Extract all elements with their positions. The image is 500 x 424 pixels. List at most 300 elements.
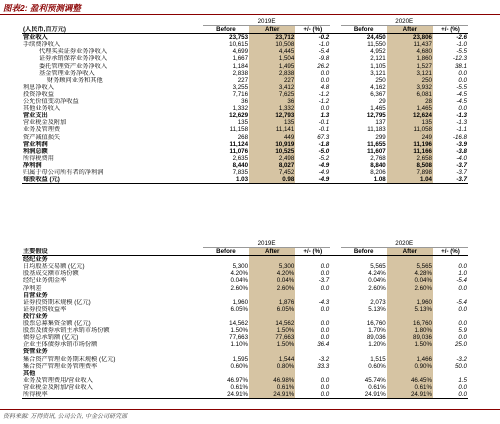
value-2020-after: 5,565 bbox=[387, 263, 433, 270]
change-2020-pct: 0.0 bbox=[458, 263, 467, 271]
column-gap bbox=[330, 256, 340, 264]
table-row bbox=[22, 391, 468, 399]
row-label: 营业税金及附加 bbox=[23, 119, 67, 127]
table-row bbox=[22, 270, 468, 277]
row-label: 财务顾问业务和其他 bbox=[47, 76, 103, 84]
value-2020-before bbox=[341, 256, 387, 264]
footer-rule bbox=[0, 409, 500, 410]
change-2020-pct: -5.5 bbox=[456, 83, 467, 91]
value-2020-before: 1,515 bbox=[370, 355, 386, 363]
value-2019-after: 10,508 bbox=[249, 41, 295, 48]
change-2019-pct: 36.4 bbox=[317, 341, 330, 349]
row-label: 委托管理资产业务净收入 bbox=[39, 62, 108, 70]
column-gap bbox=[330, 270, 340, 277]
value-2020-before: 11,607 bbox=[367, 147, 386, 155]
change-2019-pct: 0.0 bbox=[320, 270, 330, 278]
value-2020-before: 137 bbox=[375, 119, 386, 127]
value-2019-after: 1,544 bbox=[249, 356, 295, 363]
value-2020-before: 6,367 bbox=[370, 90, 386, 98]
value-2019-before: 1.50% bbox=[230, 327, 249, 335]
value-2020-after bbox=[387, 370, 433, 377]
row-label: 债券总承销额 (亿元) bbox=[23, 334, 79, 342]
change-2019-pct: -4.9 bbox=[295, 176, 330, 184]
change-2020-pct: 0.0 bbox=[458, 105, 467, 113]
value-2020-before: 89,036 bbox=[366, 334, 386, 342]
change-2019-pct: -3.7 bbox=[318, 277, 330, 285]
value-2019-after: 2,498 bbox=[249, 155, 295, 162]
value-2019-before: 1,184 bbox=[232, 62, 249, 70]
change-2019-pct: -1.2 bbox=[318, 90, 330, 98]
row-label: 所得税费用 bbox=[23, 154, 54, 162]
value-2019-before: 7,835 bbox=[232, 168, 249, 176]
change-2019-pct: -5.0 bbox=[318, 147, 330, 155]
column-gap bbox=[330, 77, 340, 84]
value-2020-before: 1.08 bbox=[341, 176, 387, 184]
value-2019-before: 77,663 bbox=[229, 334, 249, 342]
value-2020-after: 11,437 bbox=[387, 41, 433, 48]
value-2019-after bbox=[249, 313, 295, 320]
value-2019-after: 0.04% bbox=[249, 277, 295, 284]
earnings-forecast-table bbox=[22, 18, 468, 184]
year-2019e: 2019E bbox=[203, 18, 330, 26]
change-2020-pct: -3.7 bbox=[433, 176, 468, 184]
col-before: Before bbox=[203, 26, 249, 34]
value-2020-after: 8,508 bbox=[387, 162, 433, 169]
value-2020-after: 11,196 bbox=[387, 141, 433, 148]
row-label: 企业主体债券承销市场份额 bbox=[23, 341, 98, 349]
value-2020-before: 299 bbox=[375, 133, 386, 141]
value-2020-after: 12,624 bbox=[387, 112, 433, 119]
table-row bbox=[22, 119, 468, 126]
value-2020-before: 12,795 bbox=[366, 112, 386, 120]
row-label: 净利差 bbox=[23, 284, 42, 292]
value-2019-before: 4.20% bbox=[230, 270, 249, 278]
change-2019-pct bbox=[295, 348, 330, 355]
value-2019-after: 1,504 bbox=[249, 55, 295, 62]
value-2019-after: 5,300 bbox=[249, 263, 295, 270]
value-2020-after: 4,680 bbox=[387, 48, 433, 55]
value-2019-after: 0.98 bbox=[249, 176, 295, 184]
column-gap bbox=[330, 299, 340, 306]
table-row bbox=[22, 48, 468, 55]
unit-label: 主要假设 bbox=[22, 248, 203, 256]
value-2020-after: 135 bbox=[387, 119, 433, 126]
value-2020-after: 28 bbox=[387, 98, 433, 105]
row-label: 业务及管理费 bbox=[23, 126, 61, 134]
row-label: 业务及管理费用/营业收入 bbox=[23, 376, 93, 384]
column-gap bbox=[330, 391, 340, 399]
value-2020-before: 11,550 bbox=[367, 41, 386, 49]
row-label: 证券承销保荐业务净收入 bbox=[39, 55, 108, 63]
change-2020-pct: -5.4 bbox=[456, 277, 467, 285]
change-2020-pct: -1.0 bbox=[456, 41, 467, 49]
row-label: 集合资产管理业务期末规模 (亿元) bbox=[23, 355, 116, 363]
column-gap bbox=[330, 363, 340, 370]
change-2020-pct: 0.0 bbox=[458, 320, 467, 328]
change-2019-pct: 0.0 bbox=[320, 105, 330, 113]
value-2019-after: 12,793 bbox=[249, 112, 295, 119]
value-2019-before: 36 bbox=[241, 98, 249, 106]
change-2019-pct: 4.8 bbox=[320, 83, 330, 91]
change-2019-pct: -3.2 bbox=[318, 355, 330, 363]
change-2019-pct: 26.2 bbox=[317, 62, 330, 70]
col-before: Before bbox=[341, 26, 387, 34]
value-2020-before: 8,840 bbox=[370, 161, 386, 169]
value-2019-before bbox=[203, 292, 249, 299]
change-2020-pct: 0.0 bbox=[458, 284, 467, 292]
value-2020-after: 1,466 bbox=[387, 356, 433, 363]
value-2020-before bbox=[341, 313, 387, 320]
value-2020-after bbox=[387, 292, 433, 299]
value-2019-after: 8,027 bbox=[249, 162, 295, 169]
value-2020-before: 24,450 bbox=[366, 34, 386, 42]
value-2019-after: 2,838 bbox=[249, 70, 295, 77]
value-2019-before: 2.60% bbox=[230, 284, 249, 292]
value-2020-before: 1.20% bbox=[368, 341, 386, 349]
col-change-pct: +/- (%) bbox=[295, 248, 330, 256]
value-2019-after bbox=[249, 370, 295, 377]
value-2019-before: 8,440 bbox=[232, 161, 249, 169]
column-gap bbox=[330, 70, 340, 77]
value-2019-after: 3,412 bbox=[249, 84, 295, 91]
value-2019-after: 1.50% bbox=[249, 327, 295, 334]
change-2020-pct: -3.8 bbox=[456, 147, 467, 155]
table-row bbox=[22, 334, 468, 341]
change-2019-pct: 0.0 bbox=[320, 383, 330, 391]
value-2020-before bbox=[341, 348, 387, 355]
change-2019-pct: 0.0 bbox=[320, 76, 330, 84]
value-2019-after: 24.91% bbox=[249, 391, 295, 399]
change-2019-pct: 0.0 bbox=[320, 305, 330, 313]
value-2020-before: 2.60% bbox=[368, 284, 386, 292]
row-label: 手续费净收入 bbox=[23, 41, 61, 49]
row-label: 证券投资收益率 bbox=[23, 305, 67, 313]
value-2020-after: 2.60% bbox=[387, 285, 433, 292]
column-gap bbox=[330, 327, 340, 334]
col-before: Before bbox=[341, 248, 387, 256]
value-2020-after: 0.04% bbox=[387, 277, 433, 284]
column-gap bbox=[330, 176, 340, 184]
change-2020-pct: 5.9 bbox=[458, 327, 467, 335]
change-2020-pct: -3.2 bbox=[456, 355, 467, 363]
value-2019-after: 11,141 bbox=[249, 126, 295, 133]
row-label: 代理买卖证券业务净收入 bbox=[39, 48, 108, 56]
column-gap bbox=[330, 306, 340, 313]
row-label: 日均股基交易额 (亿元) bbox=[23, 263, 85, 271]
column-gap bbox=[330, 119, 340, 126]
row-label: 公允价值变动净收益 bbox=[23, 98, 79, 106]
value-2020-after: 1.80% bbox=[387, 327, 433, 334]
change-2020-pct: 0.0 bbox=[458, 383, 467, 391]
column-gap bbox=[330, 169, 340, 176]
value-2020-after: 2,658 bbox=[387, 155, 433, 162]
value-2020-after: 1,465 bbox=[387, 105, 433, 112]
col-change-pct: +/- (%) bbox=[433, 248, 468, 256]
value-2020-before: 16,760 bbox=[366, 320, 386, 328]
value-2020-after: 89,036 bbox=[387, 334, 433, 341]
column-gap bbox=[330, 126, 340, 133]
row-label: 利润总额 bbox=[23, 147, 48, 155]
table-row bbox=[22, 363, 468, 370]
change-2019-pct: -4.9 bbox=[318, 168, 330, 176]
value-2019-after: 1,495 bbox=[249, 63, 295, 70]
column-gap bbox=[330, 26, 340, 34]
value-2019-before: 5,300 bbox=[232, 263, 249, 271]
value-2019-before: 1,667 bbox=[232, 55, 249, 63]
row-label: 自营业务 bbox=[23, 291, 48, 299]
value-2019-before: 1.03 bbox=[203, 176, 249, 184]
value-2020-after: 7,898 bbox=[387, 169, 433, 176]
value-2019-after: 6.05% bbox=[249, 306, 295, 313]
value-2019-before bbox=[203, 348, 249, 355]
value-2019-after: 7,625 bbox=[249, 91, 295, 98]
value-2020-before: 0.61% bbox=[368, 383, 386, 391]
change-2020-pct: 0.0 bbox=[458, 305, 467, 313]
value-2020-before: 4.24% bbox=[368, 270, 386, 278]
col-after: After bbox=[387, 26, 433, 34]
value-2019-before: 7,716 bbox=[232, 90, 249, 98]
change-2019-pct: 0.0 bbox=[320, 284, 330, 292]
table-row bbox=[22, 98, 468, 105]
change-2020-pct: -4.0 bbox=[456, 154, 467, 162]
table-row bbox=[22, 134, 468, 141]
change-2019-pct: -1.8 bbox=[318, 140, 330, 148]
change-2019-pct: -5.2 bbox=[318, 154, 330, 162]
row-label: 营业收入 bbox=[23, 34, 48, 42]
change-2020-pct bbox=[433, 292, 468, 299]
value-2019-before: 24.91% bbox=[203, 391, 249, 399]
table-row bbox=[22, 292, 468, 299]
row-label: 所得税率 bbox=[22, 391, 203, 399]
row-label: 资管业务 bbox=[23, 348, 48, 356]
column-gap bbox=[330, 248, 340, 256]
table-row bbox=[22, 84, 468, 91]
value-2019-after: 14,562 bbox=[249, 320, 295, 327]
value-2020-after: 1,527 bbox=[387, 63, 433, 70]
value-2020-after bbox=[387, 256, 433, 264]
table-row bbox=[22, 313, 468, 320]
change-2020-pct: -1.1 bbox=[456, 126, 467, 134]
change-2019-pct: 0.0 bbox=[320, 376, 330, 384]
value-2019-before: 2,635 bbox=[232, 154, 249, 162]
change-2020-pct: 0.0 bbox=[458, 76, 467, 84]
value-2020-after: 24.91% bbox=[387, 391, 433, 399]
row-label: 营业利润 bbox=[23, 140, 48, 148]
value-2019-after: 0.61% bbox=[249, 384, 295, 391]
change-2020-pct: 50.0 bbox=[454, 362, 467, 370]
change-2019-pct: -4.9 bbox=[318, 161, 330, 169]
column-header-row bbox=[22, 248, 468, 256]
header-spacer bbox=[22, 240, 203, 248]
value-2020-after bbox=[387, 313, 433, 320]
row-label: 经纪业务 bbox=[23, 256, 48, 264]
value-2020-before: 1.70% bbox=[368, 327, 386, 335]
change-2019-pct: -1.2 bbox=[318, 98, 330, 106]
col-after: After bbox=[387, 248, 433, 256]
value-2019-after bbox=[249, 256, 295, 264]
table-row bbox=[22, 70, 468, 77]
value-2019-before: 227 bbox=[237, 76, 249, 84]
change-2020-pct bbox=[433, 256, 468, 264]
value-2019-before: 12,629 bbox=[229, 112, 249, 120]
column-gap bbox=[330, 148, 340, 155]
change-2019-pct: 67.3 bbox=[317, 133, 330, 141]
column-gap bbox=[330, 155, 340, 162]
column-gap bbox=[330, 356, 340, 363]
value-2019-before: 11,158 bbox=[229, 126, 249, 134]
change-2020-pct: -1.3 bbox=[456, 112, 467, 120]
value-2020-before: 5.13% bbox=[368, 305, 386, 313]
change-2019-pct: -0.2 bbox=[318, 34, 330, 42]
change-2020-pct: -3.9 bbox=[456, 140, 467, 148]
value-2019-after: 46.98% bbox=[249, 377, 295, 384]
column-gap bbox=[330, 277, 340, 284]
table-row bbox=[22, 256, 468, 264]
column-gap bbox=[330, 18, 340, 26]
table-row bbox=[22, 320, 468, 327]
value-2020-after: 1,860 bbox=[387, 55, 433, 62]
value-2019-before: 135 bbox=[237, 119, 249, 127]
value-2019-before: 1.10% bbox=[230, 341, 249, 349]
page-title: 图表2: 盈利预测调整 bbox=[3, 3, 81, 13]
change-2019-pct: 0.0 bbox=[320, 334, 330, 342]
value-2020-before: 4,162 bbox=[370, 83, 386, 91]
column-gap bbox=[330, 341, 340, 348]
change-2019-pct: 0.0 bbox=[320, 327, 330, 335]
value-2020-before: 11,183 bbox=[367, 126, 386, 134]
table-row bbox=[22, 77, 468, 84]
column-gap bbox=[330, 320, 340, 327]
value-2020-after: 16,760 bbox=[387, 320, 433, 327]
value-2019-before: 0.04% bbox=[230, 277, 249, 285]
change-2020-pct: -5.4 bbox=[456, 298, 467, 306]
column-gap bbox=[330, 98, 340, 105]
table-row bbox=[22, 348, 468, 355]
column-gap bbox=[330, 34, 340, 42]
value-2019-before: 1,595 bbox=[232, 355, 249, 363]
value-2019-after bbox=[249, 348, 295, 355]
row-label: 其他业务收入 bbox=[23, 105, 61, 113]
change-2019-pct: 0.0 bbox=[295, 391, 330, 399]
table-row bbox=[22, 148, 468, 155]
value-2020-after: 0.90% bbox=[387, 363, 433, 370]
row-label: 证券投资期末规模 (亿元) bbox=[23, 298, 91, 306]
row-label: 归属于母公司所有者的净利润 bbox=[23, 168, 104, 176]
row-label: 基金管理业务净收入 bbox=[39, 69, 95, 77]
value-2019-before bbox=[203, 313, 249, 320]
column-gap bbox=[330, 370, 340, 377]
value-2019-before bbox=[203, 256, 249, 264]
value-2019-before: 11,124 bbox=[229, 140, 249, 148]
value-2020-before: 0.04% bbox=[368, 277, 386, 285]
value-2019-after bbox=[249, 292, 295, 299]
change-2019-pct: 1.3 bbox=[320, 112, 330, 120]
row-label: 股票及债券承销主承销市场份额 bbox=[23, 327, 110, 335]
row-label: 股基成交额市场份额 bbox=[23, 270, 79, 278]
change-2020-pct: -12.3 bbox=[452, 55, 467, 63]
change-2020-pct: -4.5 bbox=[456, 90, 467, 98]
column-gap bbox=[330, 48, 340, 55]
change-2020-pct: 38.1 bbox=[454, 62, 467, 70]
value-2020-before: 5,565 bbox=[370, 263, 386, 271]
column-gap bbox=[330, 91, 340, 98]
value-2019-after: 2.60% bbox=[249, 285, 295, 292]
change-2020-pct: -4.5 bbox=[456, 98, 467, 106]
column-header-row bbox=[22, 26, 468, 34]
change-2019-pct: -5.4 bbox=[318, 48, 330, 56]
row-label: 集合资产管理业务管理费率 bbox=[23, 362, 98, 370]
change-2020-pct: -2.6 bbox=[456, 34, 467, 42]
value-2019-after: 449 bbox=[249, 134, 295, 141]
value-2020-before: 11,655 bbox=[367, 140, 386, 148]
column-gap bbox=[330, 141, 340, 148]
value-2019-before: 1,960 bbox=[232, 298, 249, 306]
row-label: 净利润 bbox=[23, 161, 42, 169]
value-2019-before: 23,753 bbox=[229, 34, 249, 42]
value-2020-before: 0.60% bbox=[368, 362, 386, 370]
table-row bbox=[22, 306, 468, 313]
value-2020-after: 5.13% bbox=[387, 306, 433, 313]
value-2020-before: 1,465 bbox=[370, 105, 386, 113]
column-gap bbox=[330, 55, 340, 62]
value-2020-before: 1,105 bbox=[370, 62, 386, 70]
row-label: 营业税金及附加/营业收入 bbox=[23, 383, 93, 391]
change-2020-pct: 1.0 bbox=[458, 270, 467, 278]
value-2020-before: 24.91% bbox=[341, 391, 387, 399]
value-2020-before: 3,121 bbox=[370, 69, 386, 77]
value-2020-after: 1,960 bbox=[387, 299, 433, 306]
change-2020-pct bbox=[433, 313, 468, 320]
value-2020-after: 46.45% bbox=[387, 377, 433, 384]
row-label: 利息净收入 bbox=[23, 83, 54, 91]
source-note: 资料来源: 万得资讯, 公司公告, 中金公司研究部 bbox=[3, 414, 128, 420]
row-label: 其他 bbox=[23, 369, 36, 377]
value-2020-before: 8,206 bbox=[370, 168, 386, 176]
table-row bbox=[22, 162, 468, 169]
row-label: 资产减值损失 bbox=[23, 133, 61, 141]
year-header-row bbox=[22, 18, 468, 26]
unit-label: (人民币,百万元) bbox=[22, 26, 203, 34]
table-row bbox=[22, 356, 468, 363]
value-2020-after: 0.61% bbox=[387, 384, 433, 391]
change-2019-pct: 0.0 bbox=[320, 69, 330, 77]
change-2019-pct: 33.3 bbox=[317, 362, 330, 370]
value-2019-after: 227 bbox=[249, 77, 295, 84]
change-2020-pct bbox=[433, 348, 468, 355]
table-row bbox=[22, 155, 468, 162]
table-row bbox=[22, 384, 468, 391]
value-2019-before: 14,562 bbox=[229, 320, 249, 328]
column-gap bbox=[330, 84, 340, 91]
value-2019-after: 1,876 bbox=[249, 299, 295, 306]
column-gap bbox=[330, 105, 340, 112]
value-2020-after: 250 bbox=[387, 77, 433, 84]
value-2019-after: 7,452 bbox=[249, 169, 295, 176]
column-gap bbox=[330, 377, 340, 384]
value-2019-after: 4,445 bbox=[249, 48, 295, 55]
value-2020-after: 3,121 bbox=[387, 70, 433, 77]
column-gap bbox=[330, 313, 340, 320]
column-gap bbox=[330, 334, 340, 341]
value-2019-after: 1,332 bbox=[249, 105, 295, 112]
table-row bbox=[22, 169, 468, 176]
row-label: 营业支出 bbox=[23, 112, 48, 120]
column-gap bbox=[330, 384, 340, 391]
table-row bbox=[22, 285, 468, 292]
col-before: Before bbox=[203, 248, 249, 256]
column-gap bbox=[330, 112, 340, 119]
value-2020-after: 6,081 bbox=[387, 91, 433, 98]
